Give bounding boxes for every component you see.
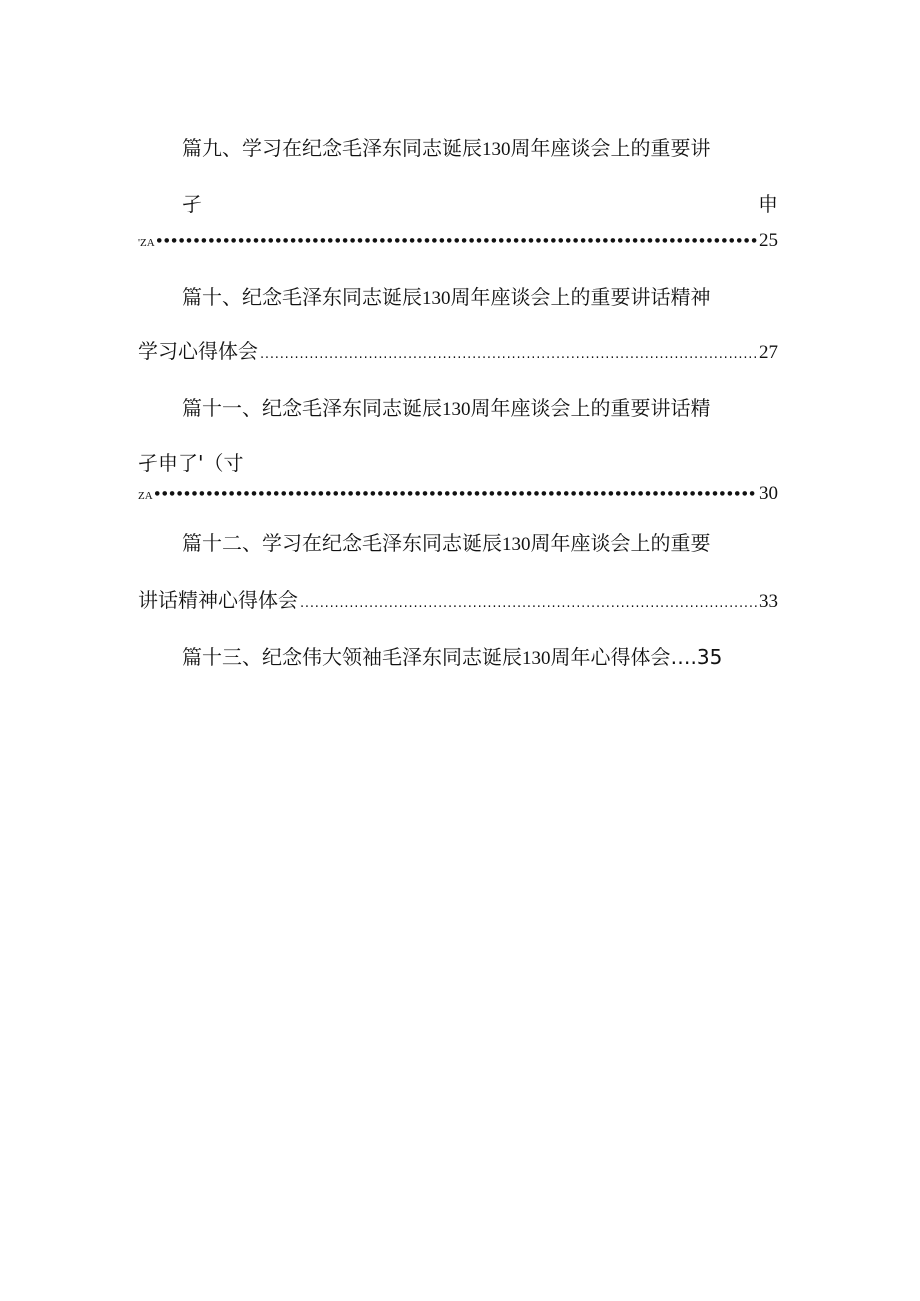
toc-entry-9-page: 25 xyxy=(759,230,778,251)
toc-entry-9-line-2 xyxy=(138,188,778,220)
toc-entry-10-title-pre: 篇十、纪念毛泽东同志诞辰 xyxy=(182,285,422,309)
toc-entry-11-line-3 xyxy=(138,476,778,508)
dot-leader xyxy=(300,584,757,620)
toc-entry-11-title-post: 周年座谈会上的重要讲话精 xyxy=(470,396,711,420)
toc-entry-9-title-post: 周年座谈会上的重要讲 xyxy=(510,136,711,160)
toc-entry-11-line-1 xyxy=(138,392,778,424)
toc-entry-12-title-cont: 讲话精神心得体会 xyxy=(138,588,298,612)
toc-entry-11-title-pre: 篇十一、纪念毛泽东同志诞辰 xyxy=(182,396,442,420)
toc-entry-13-title-post: 周年心得体会….35 xyxy=(550,645,723,669)
toc-entry-12-title-post: 周年座谈会上的重要 xyxy=(530,531,711,555)
toc-entry-12-line-1 xyxy=(138,527,778,559)
dot-leader xyxy=(260,335,757,371)
toc-entry-11-prefix: ZA xyxy=(138,490,153,502)
toc-entry-10-line-2 xyxy=(138,335,778,367)
toc-entry-9-number: 130 xyxy=(482,139,511,160)
toc-entry-9-fragment-left: 孑 xyxy=(182,192,202,216)
toc-entry-13-line-1 xyxy=(138,641,778,673)
toc-entry-12-number: 130 xyxy=(502,534,531,555)
toc-entry-10-title-cont: 学习心得体会 xyxy=(138,339,258,363)
toc-entry-12-line-2 xyxy=(138,584,778,616)
toc-entry-9-title-pre: 篇九、学习在纪念毛泽东同志诞辰 xyxy=(182,136,482,160)
dot-leader xyxy=(157,223,757,257)
toc-entry-9-line-3 xyxy=(138,223,778,255)
toc-entry-11-line-2 xyxy=(138,447,778,479)
toc-entry-10-title-post: 周年座谈会上的重要讲话精神 xyxy=(450,285,711,309)
toc-entry-12-page: 33 xyxy=(759,591,778,612)
toc-entry-10-page: 27 xyxy=(759,342,778,363)
toc-entry-9-prefix: 'ZA xyxy=(138,237,155,249)
toc-entry-9-line-1 xyxy=(138,132,778,164)
toc-entry-9-fragment-right: 申 xyxy=(758,192,778,216)
toc-entry-13-number: 130 xyxy=(522,648,551,669)
toc-entry-12-title-pre: 篇十二、学习在纪念毛泽东同志诞辰 xyxy=(182,531,502,555)
toc-entry-13-title-pre: 篇十三、纪念伟大领袖毛泽东同志诞辰 xyxy=(182,645,522,669)
toc-entry-11-number: 130 xyxy=(442,399,471,420)
toc-entry-10-number: 130 xyxy=(422,288,451,309)
toc-entry-10-line-1 xyxy=(138,281,778,313)
dot-leader xyxy=(155,476,757,510)
toc-entry-11-fragment: 孑申了'（寸 xyxy=(138,451,244,475)
toc-entry-11-page: 30 xyxy=(759,483,778,504)
